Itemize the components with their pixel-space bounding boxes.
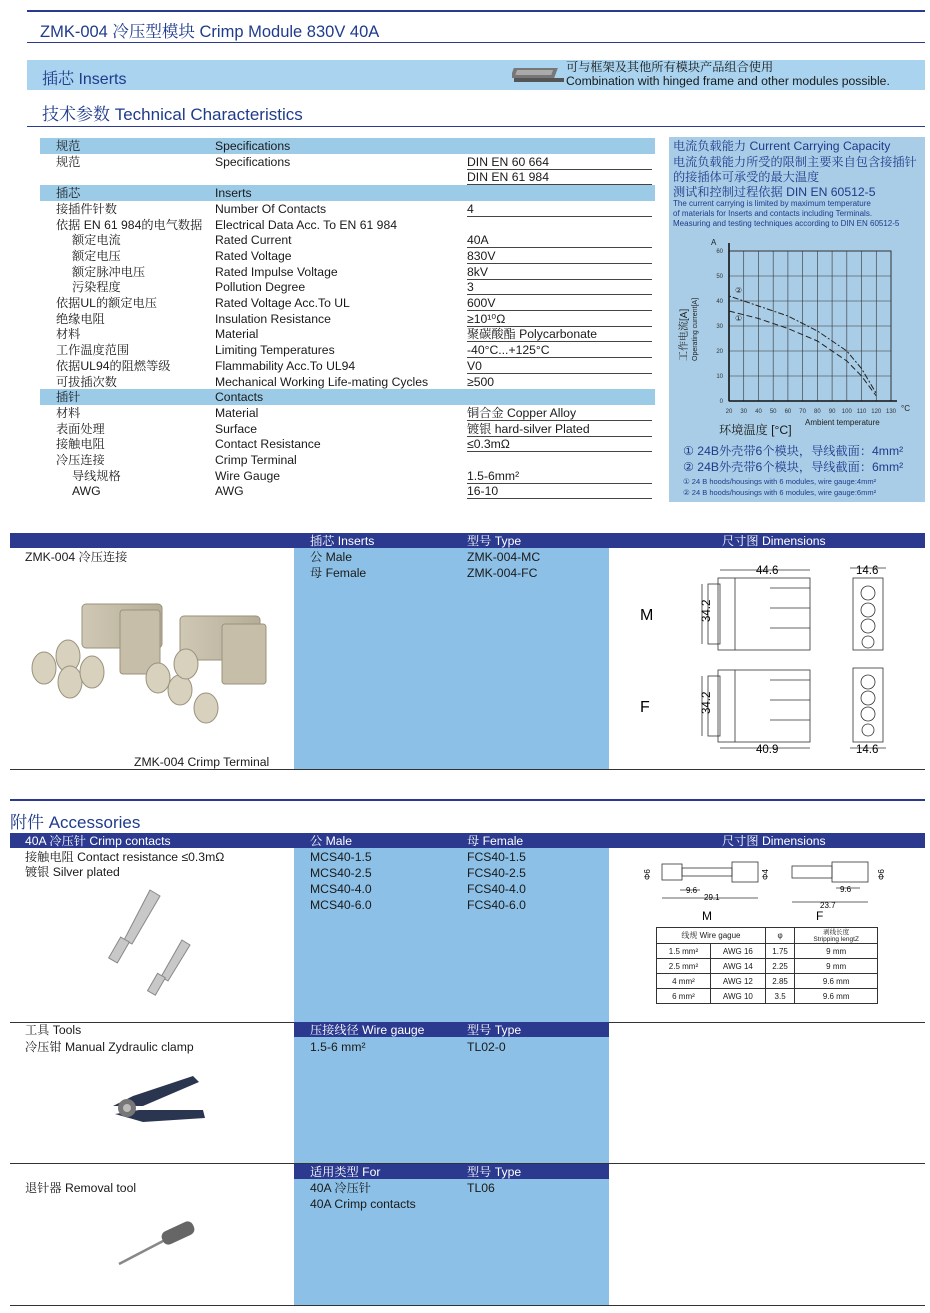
spec-val: 8kV	[467, 264, 489, 279]
x-tick-label: 50	[769, 409, 777, 415]
tools-gauge-col	[294, 1037, 451, 1164]
removal-type-col	[451, 1179, 609, 1305]
wire-th-strip: 剥线长度 Stripping lengtZ	[795, 928, 878, 944]
y-label-cn: 工作电流[A]	[679, 308, 690, 361]
spec-en: Contact Resistance	[215, 437, 321, 452]
spec-en: Rated Current	[215, 233, 292, 248]
spec-en: Surface	[215, 421, 258, 436]
product-inserts-col	[294, 548, 451, 770]
spec-cn: 接触电阻	[56, 437, 105, 452]
x-tick-label: 20	[725, 409, 733, 415]
crimp-contact-drawing	[640, 850, 900, 930]
acc-female-item: FCS40-2.5	[467, 866, 526, 880]
series-label: ①	[735, 314, 743, 323]
spec-cn: 依据UL94的阻燃等级	[56, 358, 171, 373]
spec-row	[40, 185, 655, 201]
y-tick-label: 0	[719, 399, 723, 405]
spec-en: Number Of Contacts	[215, 201, 327, 216]
product-female-ins: 母 Female	[310, 566, 367, 580]
dim-w3: 40.9	[756, 744, 779, 756]
acc-d1: Φ6	[643, 869, 652, 880]
spec-cn: 插芯	[56, 186, 81, 201]
spec-row	[40, 138, 655, 154]
spec-cn: 额定电流	[72, 233, 121, 248]
y-tick-label: 10	[716, 374, 723, 380]
dimension-drawing	[610, 548, 925, 768]
product-name: ZMK-004 冷压连接	[25, 550, 128, 564]
removal-type: TL06	[467, 1181, 495, 1195]
dim-w1: 44.6	[756, 565, 779, 577]
tech-title: 技术参数 Technical Characteristics	[42, 105, 303, 124]
acc-d3: 29.1	[704, 893, 720, 902]
wire-row	[657, 959, 878, 974]
wire-cell: AWG 12	[710, 974, 765, 989]
spec-row	[40, 468, 655, 484]
x-tick-label: 30	[740, 409, 748, 415]
spec-underline	[467, 498, 652, 499]
acc-d5: 23.7	[820, 901, 836, 910]
current-chart	[669, 231, 925, 441]
acc-title: 附件 Accessories	[10, 813, 141, 832]
spec-cn: 插针	[56, 390, 81, 405]
crimp-contacts-photo	[100, 880, 200, 1000]
product-h-dim: 尺寸图 Dimensions	[722, 534, 826, 548]
wire-cell: 1.5 mm²	[657, 944, 711, 959]
dim-m: M	[640, 607, 654, 624]
wire-cell: 4 mm²	[657, 974, 711, 989]
spec-val: 聚碳酸酯 Polycarbonate	[467, 327, 598, 342]
spec-val: 830V	[467, 248, 496, 263]
spec-row	[40, 421, 655, 437]
series-label: ②	[735, 286, 743, 295]
y-tick-label: 40	[716, 299, 723, 305]
product-h-insert: 插芯 Inserts	[310, 534, 375, 548]
product-type-col	[451, 548, 609, 770]
x-tick-label: 100	[841, 409, 852, 415]
x-tick-label: 110	[856, 409, 867, 415]
crimp-plier-photo	[105, 1068, 215, 1128]
product-female-type: ZMK-004-FC	[467, 566, 538, 580]
current-capacity-panel	[669, 137, 925, 502]
spec-val: V0	[467, 358, 482, 373]
spec-en: Rated Voltage Acc.To UL	[215, 296, 350, 310]
x-tick-label: 90	[828, 409, 836, 415]
spec-val: DIN EN 60 664	[467, 154, 549, 169]
wire-cell: 2.5 mm²	[657, 959, 711, 974]
wire-row	[657, 974, 878, 989]
spec-cn: 绝缘电阻	[56, 311, 105, 326]
legend-2: ② 24B外壳带6个模块，导线截面：6mm²	[683, 460, 904, 474]
product-male-type: ZMK-004-MC	[467, 550, 541, 564]
spec-row	[40, 483, 655, 499]
spec-en: Rated Impulse Voltage	[215, 264, 338, 279]
dim-h1: 34.2	[701, 599, 713, 622]
y-tick-label: 50	[716, 274, 723, 280]
y-unit: A	[711, 238, 717, 247]
wire-th-gauge: 线规 Wire gague	[657, 928, 766, 944]
spec-en: Pollution Degree	[215, 280, 306, 295]
spec-cn: 规范	[56, 139, 81, 153]
acc-h-male: 公 Male	[310, 834, 352, 848]
spec-row	[40, 232, 655, 248]
chart-desc-cn3: 测试和控制过程依据 DIN EN 60512-5	[673, 185, 876, 199]
product-h-type: 型号 Type	[467, 534, 522, 548]
acc-female-item: FCS40-4.0	[467, 882, 526, 896]
acc-d4: Φ4	[761, 869, 770, 880]
spec-en: Electrical Data Acc. To EN 61 984	[215, 217, 398, 232]
dim-w2: 14.6	[856, 565, 879, 577]
acc-d2: 9.6	[686, 886, 698, 895]
spec-en: Crimp Terminal	[215, 453, 297, 467]
wire-cell: 2.25	[765, 959, 794, 974]
acc-female-item: FCS40-1.5	[467, 850, 526, 864]
spec-cn: 污染程度	[72, 280, 121, 295]
spec-en: Inserts	[215, 186, 252, 201]
legend-1: ① 24B外壳带6个模块，导线截面：4mm²	[683, 444, 904, 458]
spec-row	[40, 279, 655, 295]
spec-en: Specifications	[215, 139, 291, 153]
spec-cn: 材料	[56, 327, 81, 342]
removal-item: 退针器 Removal tool	[25, 1181, 137, 1195]
acc-d6: 9.6	[840, 885, 852, 894]
tech-rule	[27, 126, 925, 127]
spec-cn: 依据 EN 61 984的电气数据	[56, 217, 203, 232]
spec-en: Insulation Resistance	[215, 311, 331, 326]
dim-h2: 34.2	[701, 691, 713, 714]
wire-cell: 2.85	[765, 974, 794, 989]
chart-desc-en3: Measuring and testing techniques according to DIN EN 60512-5	[673, 219, 900, 228]
spec-row	[40, 217, 655, 233]
x-label-en: Ambient temperature	[805, 418, 880, 427]
acc-plating: 镀银 Silver plated	[25, 865, 120, 879]
spec-en: Material	[215, 405, 259, 420]
wire-cell: AWG 10	[710, 989, 765, 1004]
spec-row	[40, 342, 655, 358]
spec-row	[40, 264, 655, 280]
x-tick-label: 130	[885, 409, 897, 415]
spec-row	[40, 154, 655, 170]
acc-male-item: MCS40-4.0	[310, 882, 372, 896]
x-tick-label: 60	[784, 409, 792, 415]
spec-val: 600V	[467, 296, 496, 310]
wire-cell: 6 mm²	[657, 989, 711, 1004]
spec-cn: 材料	[56, 405, 81, 420]
page-title: ZMK-004 冷压型模块 Crimp Module 830V 40A	[40, 23, 380, 41]
chart-desc-en2: of materials for Inserts and contacts including Terminals.	[673, 209, 873, 218]
product-male-ins: 公 Male	[310, 550, 352, 564]
title-rule	[27, 42, 925, 43]
dim-w4: 14.6	[856, 744, 879, 756]
spec-row	[40, 295, 655, 311]
spec-val: -40°C...+125°C	[467, 343, 550, 358]
acc-female-item: FCS40-6.0	[467, 898, 526, 912]
crimp-connector-photo	[30, 590, 280, 750]
chart-desc-cn1: 电流负载能力所受的限制主要来自包含接插针	[673, 155, 917, 169]
tools-type: TL02-0	[467, 1040, 506, 1054]
inserts-note-en: Combination with hinged frame and other modules possible.	[566, 74, 890, 88]
wire-cell: 9.6 mm	[795, 974, 878, 989]
y-tick-label: 30	[716, 324, 723, 330]
spec-cn: 规范	[56, 154, 81, 169]
y-tick-label: 20	[716, 349, 723, 355]
wire-cell: AWG 14	[710, 959, 765, 974]
x-tick-label: 80	[814, 409, 821, 415]
removal-bottom	[10, 1305, 925, 1306]
wire-gauge-table	[656, 927, 878, 1004]
acc-male-item: MCS40-2.5	[310, 866, 372, 880]
tools-type-col	[451, 1037, 609, 1164]
spec-cn: 接插件针数	[56, 201, 117, 216]
top-rule	[27, 10, 925, 12]
spec-row	[40, 374, 655, 390]
spec-row	[40, 311, 655, 327]
spec-val: ≥10¹⁰Ω	[467, 311, 506, 326]
acc-h-crimp: 40A 冷压针 Crimp contacts	[25, 834, 171, 848]
wire-cell: 1.75	[765, 944, 794, 959]
chart-desc-cn2: 的接插体可承受的最大温度	[673, 170, 820, 184]
spec-cn: 额定电压	[72, 248, 121, 263]
inserts-note-cn: 可与框架及其他所有模块产品组合使用	[566, 60, 774, 74]
spec-en: Specifications	[215, 154, 291, 169]
dim-f: F	[640, 699, 650, 716]
spec-row	[40, 452, 655, 468]
spec-en: Mechanical Working Life-mating Cycles	[215, 374, 429, 389]
acc-dm: M	[702, 909, 712, 923]
spec-row	[40, 201, 655, 217]
spec-val: 40A	[467, 233, 489, 248]
wire-cell: AWG 16	[710, 944, 765, 959]
spec-en: Contacts	[215, 390, 264, 405]
spec-val: ≥500	[467, 374, 495, 389]
spec-val: 4	[467, 201, 474, 216]
spec-cn: 工作温度范围	[56, 343, 130, 358]
wire-th-phi: φ	[765, 928, 794, 944]
spec-row	[40, 326, 655, 342]
spec-en: Limiting Temperatures	[215, 343, 335, 358]
acc-male-item: MCS40-1.5	[310, 850, 372, 864]
spec-cn: 冷压连接	[56, 453, 105, 467]
wire-cell: 9.6 mm	[795, 989, 878, 1004]
acc-male-item: MCS40-6.0	[310, 898, 372, 912]
spec-en: Flammability Acc.To UL94	[215, 358, 356, 373]
spec-row	[40, 436, 655, 452]
acc-h-female: 母 Female	[467, 834, 524, 848]
y-label-en: Operating current[A]	[692, 297, 699, 361]
spec-cn: 额定脉冲电压	[72, 264, 146, 279]
tools-gauge: 1.5-6 mm²	[310, 1040, 366, 1054]
tools-item: 冷压钳 Manual Zydraulic clamp	[25, 1040, 194, 1054]
insert-module-icon	[512, 62, 564, 86]
wire-cell: 9 mm	[795, 944, 878, 959]
acc-contact-res: 接触电阻 Contact resistance ≤0.3mΩ	[25, 850, 225, 864]
tools-h: 工具 Tools	[25, 1023, 82, 1037]
wire-row	[657, 989, 878, 1004]
wire-cell: 3.5	[765, 989, 794, 1004]
wire-cell: 9 mm	[795, 959, 878, 974]
spec-en: Material	[215, 327, 259, 342]
spec-val: 16-10	[467, 484, 499, 499]
product-caption: ZMK-004 Crimp Terminal	[134, 755, 270, 769]
spec-val: 镀银 hard-silver Plated	[467, 421, 590, 436]
spec-val: 铜合金 Copper Alloy	[467, 405, 577, 420]
legend-1-en: ① 24 B hoods/housings with 6 modules, wire gauge:4mm²	[683, 477, 877, 486]
spec-en: AWG	[215, 484, 244, 499]
removal-tool-photo	[115, 1220, 205, 1270]
inserts-label: 插芯 Inserts	[42, 71, 127, 88]
spec-row	[40, 389, 655, 405]
xlabel-cn: 环境温度 [°C]	[719, 423, 792, 437]
spec-val: DIN EN 61 984	[467, 170, 549, 185]
y-tick-label: 60	[716, 249, 723, 255]
tools-h-gauge: 压接线径 Wire gauge	[310, 1023, 425, 1037]
spec-row	[40, 248, 655, 264]
removal-for2: 40A Crimp contacts	[310, 1197, 416, 1211]
spec-cn: 依据UL的额定电压	[56, 296, 157, 310]
spec-en: Wire Gauge	[215, 468, 281, 483]
tools-h-type: 型号 Type	[467, 1023, 522, 1037]
removal-h-type: 型号 Type	[467, 1165, 522, 1179]
product-bottom-rule	[10, 769, 925, 770]
spec-cn: AWG	[72, 484, 101, 499]
x-tick-label: 40	[755, 409, 762, 415]
spec-val: 1.5-6mm²	[467, 468, 520, 483]
acc-h-dim: 尺寸图 Dimensions	[722, 834, 826, 848]
removal-h-for: 适用类型 For	[310, 1165, 381, 1179]
spec-en: Rated Voltage	[215, 248, 292, 263]
removal-for1: 40A 冷压针	[310, 1181, 371, 1195]
x-tick-label: 70	[799, 409, 806, 415]
x-unit: °C	[901, 404, 910, 413]
chart-desc-en1: The current carrying is limited by maximum temperature	[673, 199, 871, 208]
x-tick-label: 120	[871, 409, 882, 415]
spec-val: 3	[467, 280, 474, 295]
spec-cn: 可拔插次数	[56, 374, 117, 389]
acc-df: F	[816, 909, 824, 923]
spec-row	[40, 358, 655, 374]
spec-cn: 导线规格	[72, 468, 121, 483]
chart-title: 电流负载能力 Current Carrying Capacity	[673, 139, 891, 153]
spec-row	[40, 169, 655, 185]
legend-2-en: ② 24 B hoods/housings with 6 modules, wire gauge:6mm²	[683, 488, 877, 497]
spec-val: ≤0.3mΩ	[467, 437, 510, 452]
spec-row	[40, 405, 655, 421]
acc-rule	[10, 799, 925, 801]
wire-row	[657, 944, 878, 959]
acc-d7: Φ6	[877, 869, 886, 880]
spec-cn: 表面处理	[56, 421, 105, 436]
